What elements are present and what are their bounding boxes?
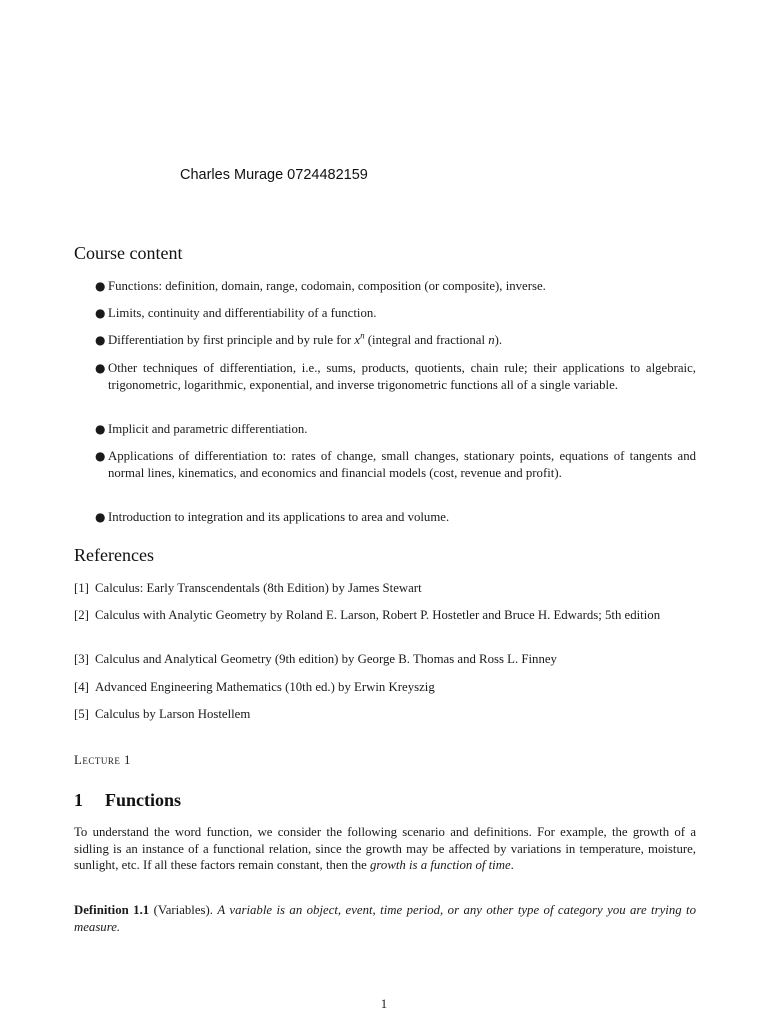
course-item: Applications of differentiation to: rates of change, small changes, stationary points, equations of tangents and normal lines, kinematics, and economics and financial models (cost, revenue and profit).: [108, 449, 696, 480]
reference-text: Calculus by Larson Hostellem: [95, 707, 251, 721]
definition-label: Definition 1.1: [74, 903, 150, 917]
reference-number: [3]: [74, 652, 89, 666]
references-heading: References: [74, 545, 154, 565]
course-item: Introduction to integration and its applications to area and volume.: [108, 510, 450, 524]
reference-number: [5]: [74, 707, 89, 721]
reference-number: [2]: [74, 608, 89, 622]
bullet-icon: ●: [95, 449, 106, 463]
course-item: Implicit and parametric differentiation.: [108, 422, 308, 436]
definition-text: A variable is an object, event, time period, or any other type of category you are trying to measure.: [74, 903, 696, 934]
reference-text: Calculus and Analytical Geometry (9th edition) by George B. Thomas and Ross L. Finney: [95, 652, 557, 666]
page-number: 1: [380, 997, 388, 1011]
reference-number: [4]: [74, 680, 89, 694]
section-number: 1: [74, 790, 83, 810]
section-paragraph: To understand the word function, we consider the following scenario and definitions. For example, the growth of a sidling is an instance of a functional relation, since the growth may be affected by variations in temperature, moisture, sunlight, etc. If all these factors remain constant, then the growth is a function of time.: [74, 825, 696, 872]
bullet-icon: ●: [95, 279, 106, 293]
section-heading: [74, 790, 181, 811]
reference-text: Advanced Engineering Mathematics (10th ed.) by Erwin Kreyszig: [95, 680, 435, 694]
course-item: Limits, continuity and differentiability of a function.: [108, 306, 377, 320]
course-item-differentiation: Differentiation by first principle and by rule for $x^n$ (integral and fractional n).: [108, 330, 503, 347]
section-title: Functions: [105, 790, 182, 810]
bullet-icon: ●: [95, 306, 106, 320]
reference-text: Calculus with Analytic Geometry by Roland E. Larson, Robert P. Hostetler and Bruce H. Edwards; 5th edition: [95, 608, 661, 622]
lecture-label: Lecture 1: [74, 753, 131, 767]
reference-number: [1]: [74, 581, 89, 595]
course-content-heading: Course content: [74, 243, 183, 263]
course-item: Functions: definition, domain, range, codomain, composition (or composite), inverse.: [108, 279, 546, 293]
definition-block: [74, 902, 696, 935]
bullet-icon: ●: [95, 510, 106, 524]
author-line: Charles Murage 0724482159: [180, 167, 368, 183]
course-item: Other techniques of differentiation, i.e., sums, products, quotients, chain rule; their applications to algebraic, trigonometric, logarithmic, exponential, and inverse trigonometric functions all of a single variable.: [108, 361, 696, 392]
reference-text: Calculus: Early Transcendentals (8th Edition) by James Stewart: [95, 581, 422, 595]
bullet-icon: ●: [95, 333, 106, 347]
bullet-icon: ●: [95, 361, 106, 375]
bullet-icon: ●: [95, 422, 106, 436]
definition-name: (Variables).: [153, 903, 213, 917]
